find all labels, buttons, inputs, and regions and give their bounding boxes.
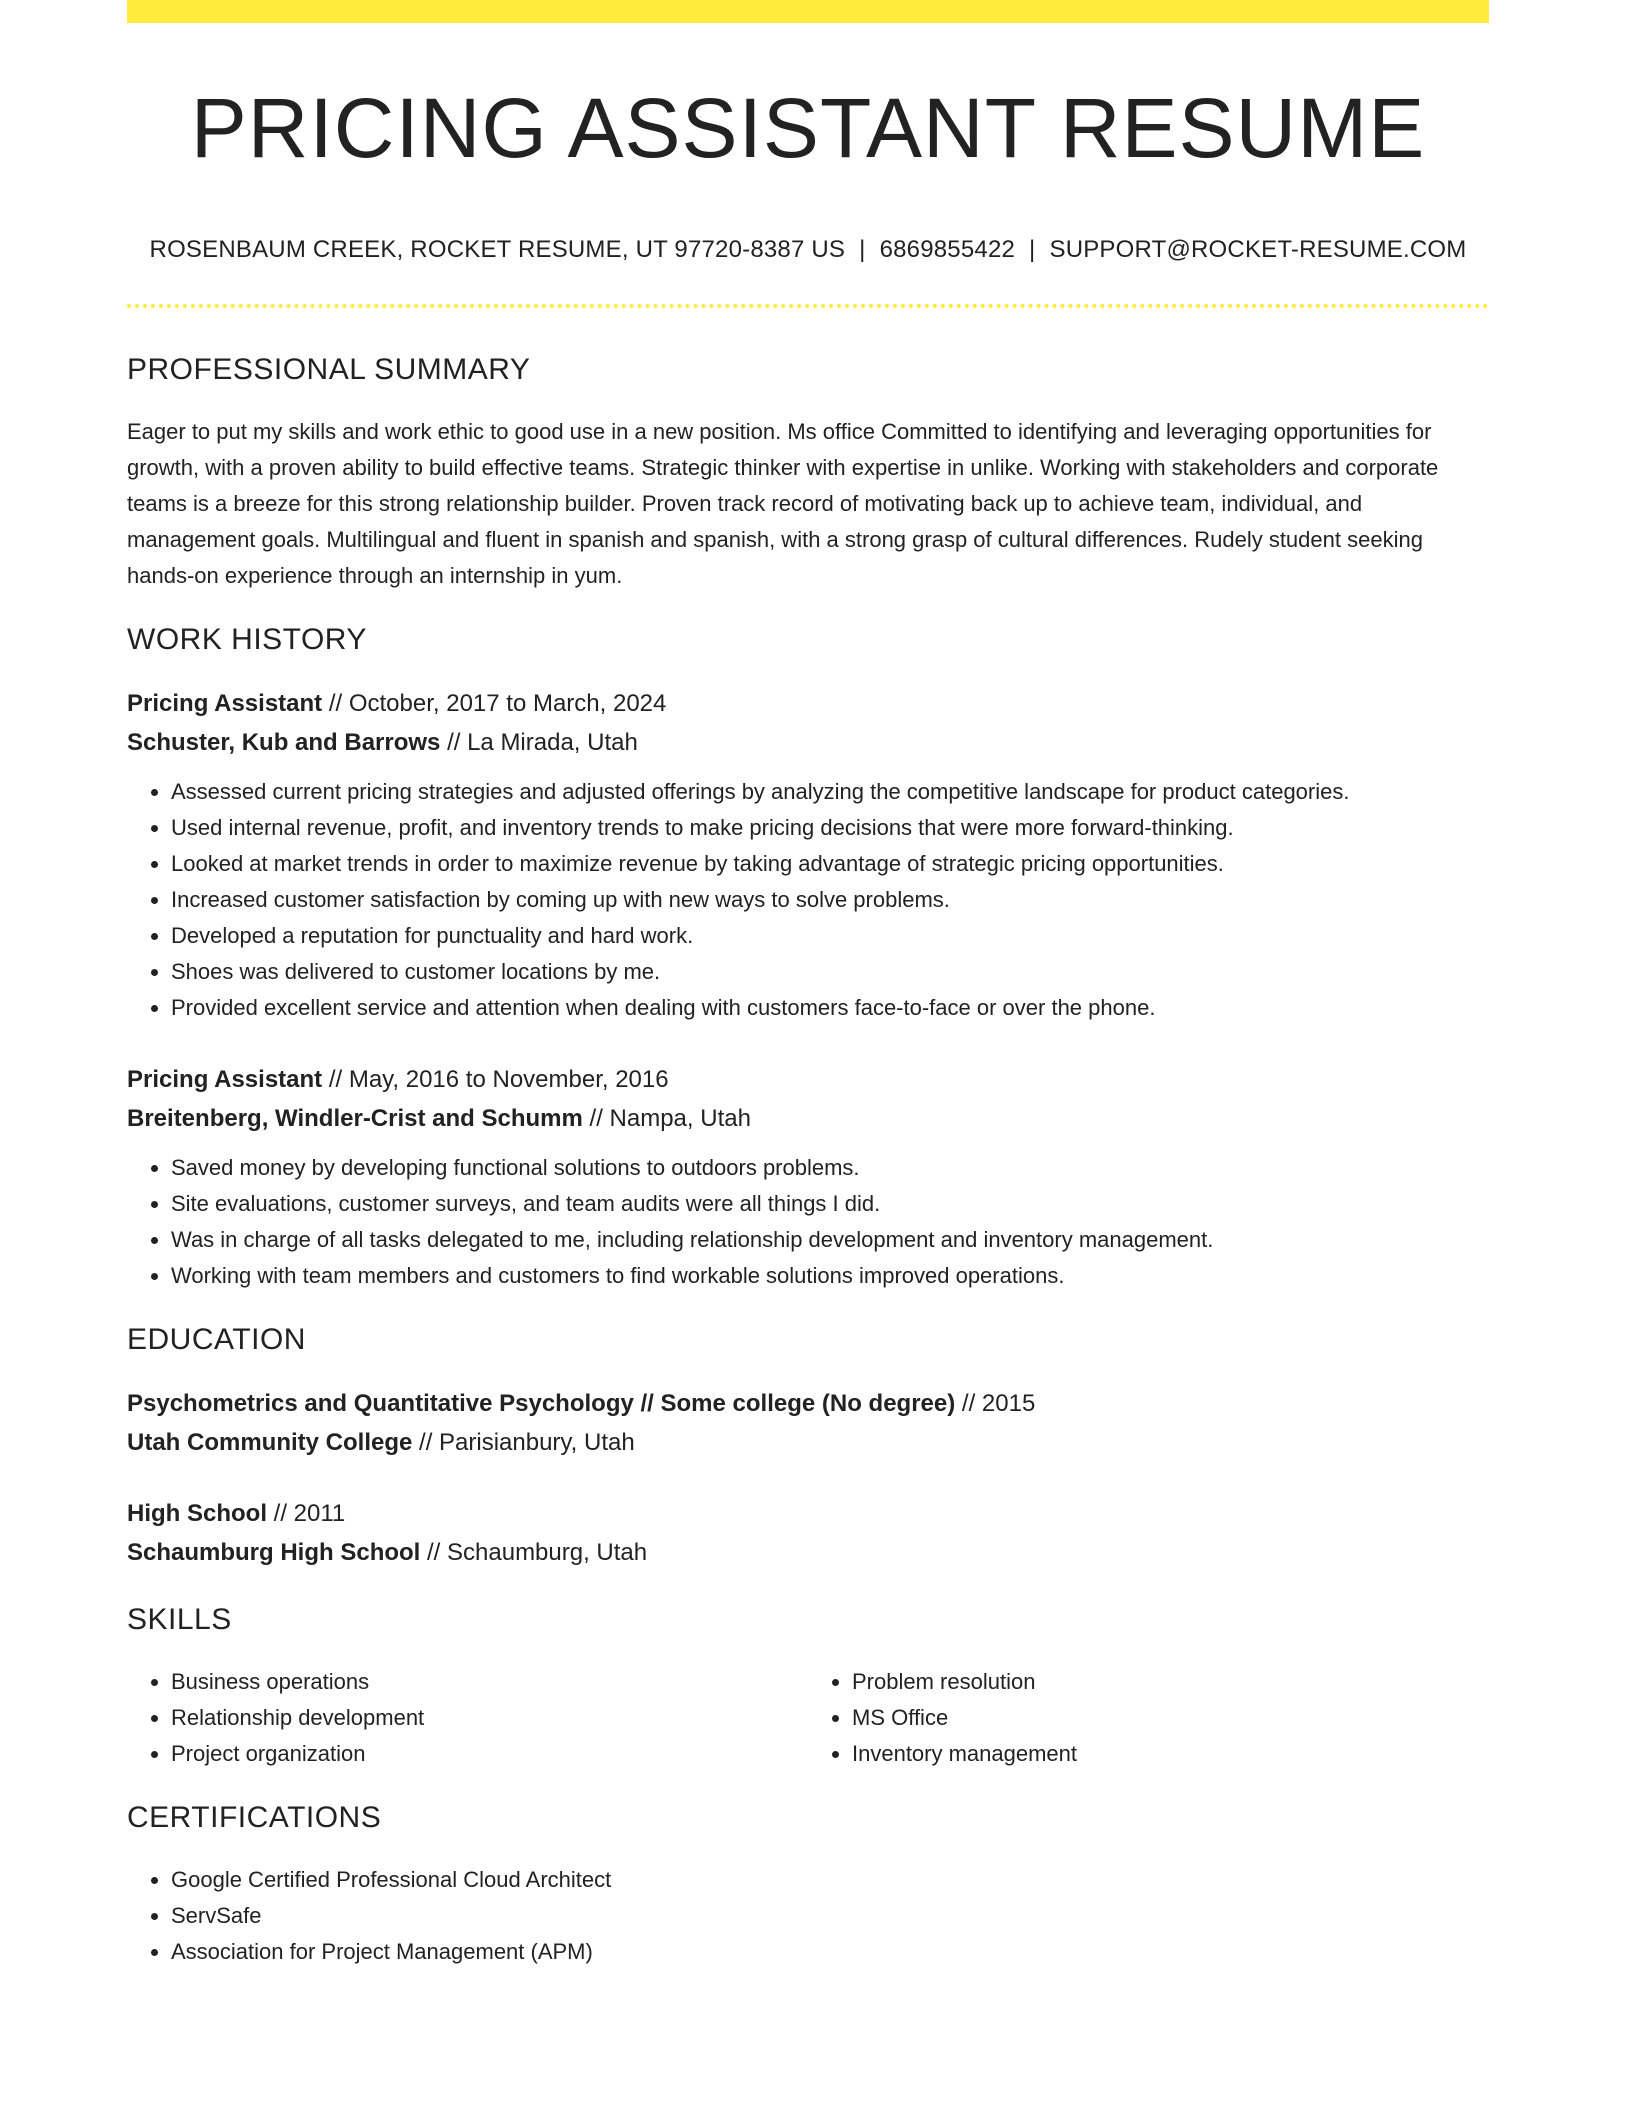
job-company: Schuster, Kub and Barrows [127,729,441,756]
skill-item: • MS Office [852,1700,1489,1736]
contact-separator: | [1029,236,1036,263]
skill-item: • Problem resolution [852,1664,1489,1700]
summary-section [127,352,1489,594]
job-bullet: • Assessed current pricing strategies and adjusted offerings by analyzing the competitive landscape for product categories. [171,774,1489,810]
contact-phone: 6869855422 [879,236,1016,263]
job-location: // Nampa, Utah [582,1105,751,1132]
education-section [127,1322,1489,1572]
section-heading: EDUCATION [127,1323,306,1356]
job-location: // La Mirada, Utah [440,729,638,756]
job-dates: // October, 2017 to March, 2024 [322,690,667,717]
skill-item: • Inventory management [852,1736,1489,1772]
contact-line [127,236,1489,264]
skills-list-left [127,1664,808,1772]
education-degree-line [127,1494,1489,1533]
resume-title: PRICING ASSISTANT RESUME [190,81,1426,175]
job-entry [127,1060,1489,1294]
job-bullets [127,774,1489,1026]
section-heading: PROFESSIONAL SUMMARY [127,353,531,386]
skill-item: • Business operations [171,1664,808,1700]
job-title-line [127,1060,1489,1099]
job-bullets [127,1150,1489,1294]
certification-item: • ServSafe [171,1898,1489,1934]
job-company: Breitenberg, Windler-Crist and Schumm [127,1105,583,1132]
job-bullet: • Shoes was delivered to customer locations by me. [171,954,1489,990]
job-company-line [127,723,1489,762]
certification-item: • Google Certified Professional Cloud Architect [171,1862,1489,1898]
education-degree: High School [127,1500,267,1527]
education-degree: Psychometrics and Quantitative Psychology // Some college (No degree) [127,1390,956,1417]
header-divider [127,304,1489,308]
education-location: // Schaumburg, Utah [420,1539,648,1566]
summary-text: Eager to put my skills and work ethic to good use in a new position. Ms office Committed to identifying and leveraging opportunities for growth, with a proven ability to build effective teams. Strategic thinker with expertise in unlike. Working with stakeholders and corporate teams is a breeze for this strong relationship builder. Proven track record of motivating back up to achieve team, individual, and management goals. Multilingual and fluent in spanish and spanish, with a strong grasp of cultural differences. Rudely student seeking hands-on experience through an internship in yum. [127,419,1439,588]
skills-list-right [808,1664,1489,1772]
job-title: Pricing Assistant [127,1066,323,1093]
job-dates: // May, 2016 to November, 2016 [322,1066,669,1093]
job-bullet: • Increased customer satisfaction by coming up with new ways to solve problems. [171,882,1489,918]
job-title-line [127,684,1489,723]
job-bullet: • Looked at market trends in order to maximize revenue by taking advantage of strategic pricing opportunities. [171,846,1489,882]
accent-bar [127,0,1489,23]
skills-columns [127,1664,1489,1772]
section-heading: WORK HISTORY [127,623,367,656]
job-bullet: • Working with team members and customers to find workable solutions improved operations. [171,1258,1489,1294]
certification-item: • Association for Project Management (APM) [171,1934,1489,1970]
job-bullet: • Site evaluations, customer surveys, and team audits were all things I did. [171,1186,1489,1222]
job-title: Pricing Assistant [127,690,323,717]
education-school-line [127,1533,1489,1572]
education-school-line [127,1423,1489,1462]
job-entry [127,684,1489,1026]
job-bullet: • Developed a reputation for punctuality and hard work. [171,918,1489,954]
education-location: // Parisianbury, Utah [412,1429,635,1456]
certifications-section [127,1800,1489,1970]
work-history-section [127,622,1489,1294]
contact-separator: | [859,236,866,263]
education-degree-line [127,1384,1489,1423]
job-bullet: • Saved money by developing functional solutions to outdoors problems. [171,1150,1489,1186]
resume-body [127,352,1489,1970]
skill-item: • Project organization [171,1736,808,1772]
certifications-list [127,1862,1489,1970]
education-entry [127,1494,1489,1572]
job-company-line [127,1099,1489,1138]
job-bullet: • Used internal revenue, profit, and inventory trends to make pricing decisions that were more forward-thinking. [171,810,1489,846]
skills-section [127,1602,1489,1772]
contact-email: SUPPORT@ROCKET-RESUME.COM [1049,236,1467,263]
skill-item: • Relationship development [171,1700,808,1736]
section-heading: SKILLS [127,1603,232,1636]
education-entry [127,1384,1489,1462]
education-year: // 2011 [267,1500,346,1527]
education-school: Schaumburg High School [127,1539,421,1566]
job-bullet: • Was in charge of all tasks delegated to me, including relationship development and inventory management. [171,1222,1489,1258]
job-bullet: • Provided excellent service and attention when dealing with customers face-to-face or over the phone. [171,990,1489,1026]
section-heading: CERTIFICATIONS [127,1801,382,1834]
education-year: // 2015 [955,1390,1036,1417]
contact-address: ROSENBAUM CREEK, ROCKET RESUME, UT 97720-8387 US [149,236,846,263]
education-school: Utah Community College [127,1429,413,1456]
